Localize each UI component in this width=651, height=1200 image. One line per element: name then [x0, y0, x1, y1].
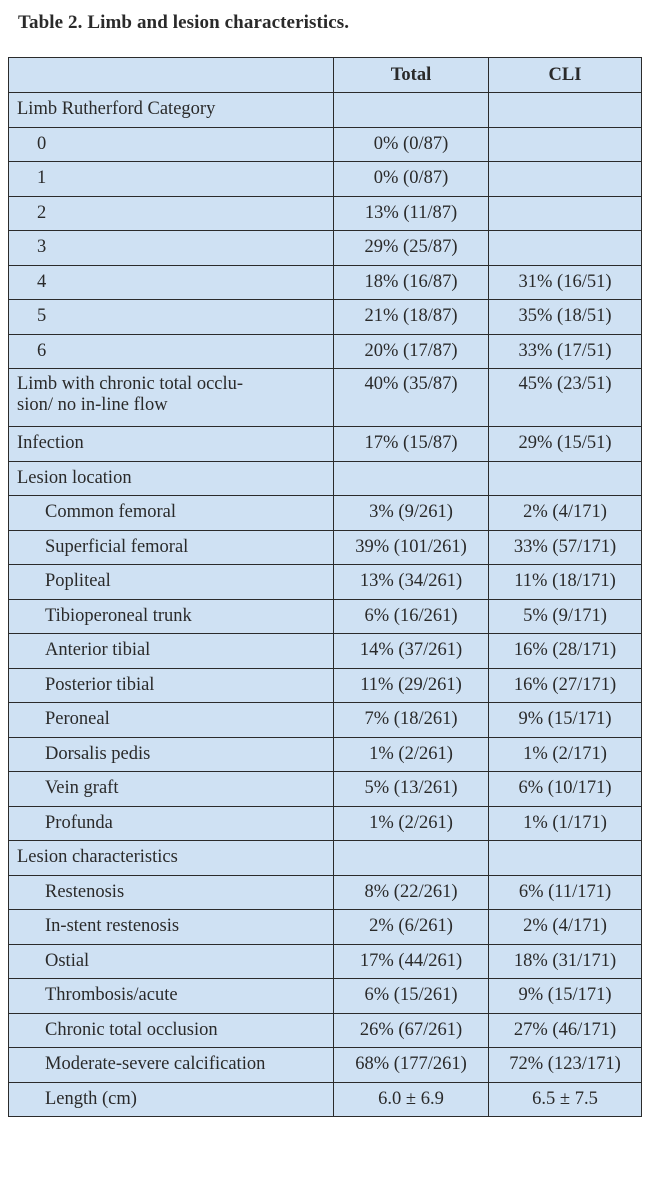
total-cell: 6% (16/261): [334, 599, 489, 634]
cli-cell: 6% (11/171): [489, 875, 642, 910]
total-cell: 13% (34/261): [334, 565, 489, 600]
section-title: Limb Rutherford Category: [9, 93, 334, 128]
total-cell: 21% (18/87): [334, 300, 489, 335]
total-cell: 0% (0/87): [334, 162, 489, 197]
limb-lesion-table: [8, 57, 642, 1117]
table-row-infection: [9, 427, 642, 462]
cli-cell: 29% (15/51): [489, 427, 642, 462]
row-label: Infection: [9, 427, 334, 462]
row-label: Tibioperoneal trunk: [9, 599, 334, 634]
total-cell: 11% (29/261): [334, 668, 489, 703]
cli-cell: [489, 231, 642, 266]
section-row-rutherford: [9, 93, 642, 128]
section-title: Lesion characteristics: [9, 841, 334, 876]
cli-cell: 45% (23/51): [489, 369, 642, 427]
cli-cell: 9% (15/171): [489, 703, 642, 738]
table-row: [9, 979, 642, 1014]
row-label: Dorsalis pedis: [9, 737, 334, 772]
total-cell: 7% (18/261): [334, 703, 489, 738]
total-cell: 13% (11/87): [334, 196, 489, 231]
header-cli: CLI: [489, 58, 642, 93]
total-cell: 17% (15/87): [334, 427, 489, 462]
total-cell: 26% (67/261): [334, 1013, 489, 1048]
cli-cell: 16% (28/171): [489, 634, 642, 669]
table-row: [9, 772, 642, 807]
row-label: 2: [9, 196, 334, 231]
table-row-cto: [9, 369, 642, 427]
cli-cell: 6% (10/171): [489, 772, 642, 807]
table-row: [9, 875, 642, 910]
table-row: [9, 703, 642, 738]
total-cell: 40% (35/87): [334, 369, 489, 427]
total-cell: 8% (22/261): [334, 875, 489, 910]
cli-cell: [489, 127, 642, 162]
row-label: Length (cm): [9, 1082, 334, 1117]
cli-cell: 5% (9/171): [489, 599, 642, 634]
row-label-line: sion/ no in-line flow: [17, 395, 168, 415]
cli-cell: 1% (2/171): [489, 737, 642, 772]
table-row: [9, 162, 642, 197]
table-row: [9, 1013, 642, 1048]
table-row: [9, 737, 642, 772]
table-row: [9, 944, 642, 979]
cli-cell: [489, 196, 642, 231]
section-row-characteristics: [9, 841, 642, 876]
total-cell: 20% (17/87): [334, 334, 489, 369]
row-label: Common femoral: [9, 496, 334, 531]
total-cell: 29% (25/87): [334, 231, 489, 266]
cli-cell: 2% (4/171): [489, 910, 642, 945]
row-label: 5: [9, 300, 334, 335]
total-cell: 18% (16/87): [334, 265, 489, 300]
row-label: Vein graft: [9, 772, 334, 807]
row-label: Restenosis: [9, 875, 334, 910]
header-label: [9, 58, 334, 93]
row-label: Peroneal: [9, 703, 334, 738]
total-cell: 3% (9/261): [334, 496, 489, 531]
row-label: 1: [9, 162, 334, 197]
row-label: Profunda: [9, 806, 334, 841]
total-cell: 2% (6/261): [334, 910, 489, 945]
row-label: Anterior tibial: [9, 634, 334, 669]
table-row: [9, 1082, 642, 1117]
row-label: In-stent restenosis: [9, 910, 334, 945]
row-label: 6: [9, 334, 334, 369]
row-label: [9, 369, 334, 427]
cli-cell: 18% (31/171): [489, 944, 642, 979]
section-row-location: [9, 461, 642, 496]
cli-cell: [489, 162, 642, 197]
table-row: [9, 334, 642, 369]
table-row: [9, 196, 642, 231]
total-cell: 5% (13/261): [334, 772, 489, 807]
cli-cell: 11% (18/171): [489, 565, 642, 600]
table-row: [9, 265, 642, 300]
row-label: Popliteal: [9, 565, 334, 600]
row-label: 3: [9, 231, 334, 266]
row-label: 4: [9, 265, 334, 300]
cli-cell: 72% (123/171): [489, 1048, 642, 1083]
total-cell: 1% (2/261): [334, 806, 489, 841]
cli-cell: 2% (4/171): [489, 496, 642, 531]
cli-cell: 6.5 ± 7.5: [489, 1082, 642, 1117]
row-label: Ostial: [9, 944, 334, 979]
table-row: [9, 300, 642, 335]
total-cell: 6% (15/261): [334, 979, 489, 1014]
row-label: Superficial femoral: [9, 530, 334, 565]
total-cell: 1% (2/261): [334, 737, 489, 772]
section-title: Lesion location: [9, 461, 334, 496]
row-label: Thrombosis/acute: [9, 979, 334, 1014]
row-label: Posterior tibial: [9, 668, 334, 703]
row-label: Moderate-severe calcification: [9, 1048, 334, 1083]
cli-cell: 35% (18/51): [489, 300, 642, 335]
row-label: Chronic total occlusion: [9, 1013, 334, 1048]
cli-cell: 27% (46/171): [489, 1013, 642, 1048]
table-row: [9, 565, 642, 600]
header-total: Total: [334, 58, 489, 93]
table-row: [9, 530, 642, 565]
header-row: [9, 58, 642, 93]
table-caption: Table 2. Limb and lesion characteristics.: [18, 12, 350, 33]
cli-cell: 31% (16/51): [489, 265, 642, 300]
total-cell: 14% (37/261): [334, 634, 489, 669]
cli-cell: 33% (17/51): [489, 334, 642, 369]
total-cell: 68% (177/261): [334, 1048, 489, 1083]
total-cell: 0% (0/87): [334, 127, 489, 162]
table-row: [9, 1048, 642, 1083]
table-row: [9, 910, 642, 945]
cli-cell: 1% (1/171): [489, 806, 642, 841]
total-cell: 39% (101/261): [334, 530, 489, 565]
table-row: [9, 231, 642, 266]
table-row: [9, 806, 642, 841]
total-cell: 17% (44/261): [334, 944, 489, 979]
row-label: 0: [9, 127, 334, 162]
table-row: [9, 127, 642, 162]
table-row: [9, 634, 642, 669]
table-row: [9, 496, 642, 531]
row-label-line: Limb with chronic total occlu-: [17, 374, 244, 394]
cli-cell: 33% (57/171): [489, 530, 642, 565]
table-row: [9, 599, 642, 634]
total-cell: 6.0 ± 6.9: [334, 1082, 489, 1117]
cli-cell: 16% (27/171): [489, 668, 642, 703]
cli-cell: 9% (15/171): [489, 979, 642, 1014]
table-row: [9, 668, 642, 703]
